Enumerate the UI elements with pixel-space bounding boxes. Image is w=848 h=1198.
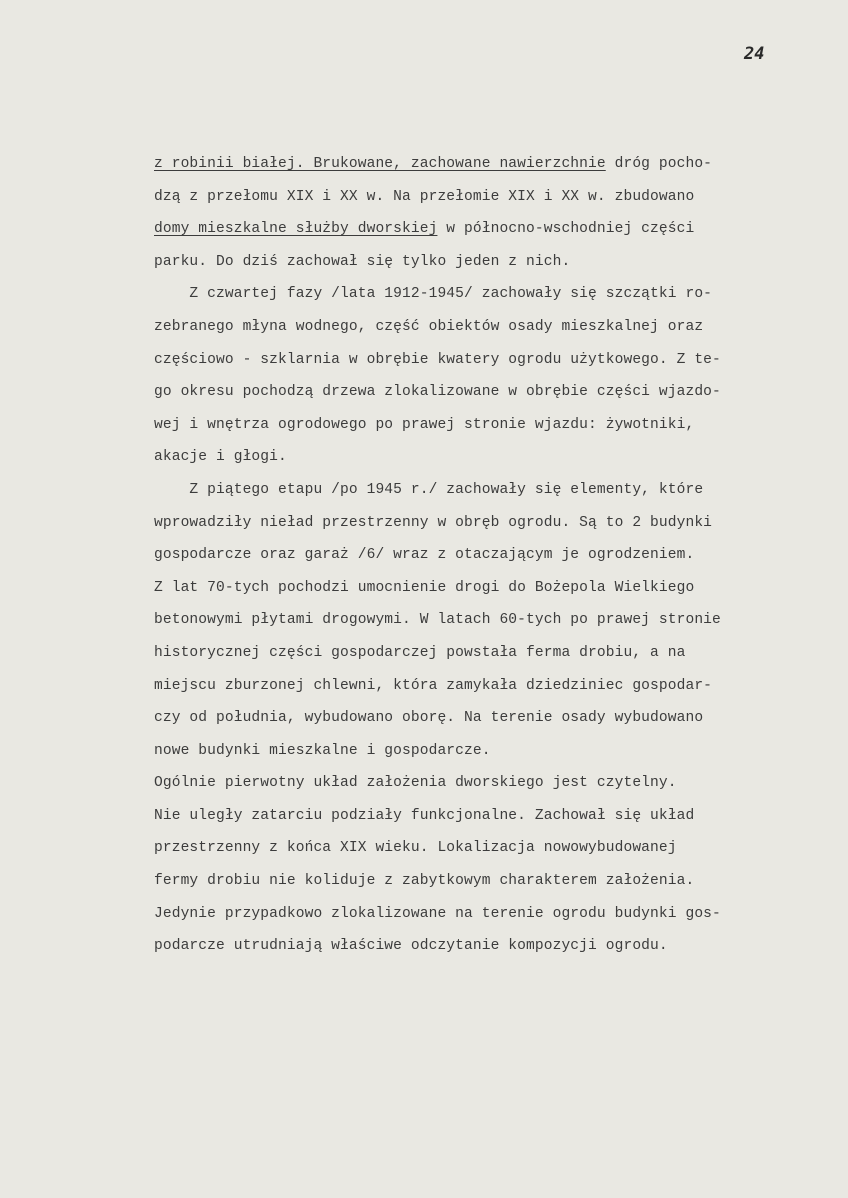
- text-segment: czy od południa, wybudowano oborę. Na terenie osady wybudowano: [154, 710, 704, 727]
- underlined-text: domy mieszkalne służby dworskiej: [154, 221, 438, 238]
- text-segment: Z czwartej fazy /lata 1912-1945/ zachowały się szczątki ro-: [154, 286, 713, 303]
- text-segment: częściowo - szklarnia w obrębie kwatery ogrodu użytkowego. Z te-: [154, 351, 721, 368]
- text-line: [154, 409, 814, 442]
- text-segment: fermy drobiu nie koliduje z zabytkowym charakterem założenia.: [154, 873, 695, 890]
- text-segment: parku. Do dziś zachował się tylko jeden z nich.: [154, 253, 571, 270]
- text-line: [154, 670, 814, 703]
- text-segment: przestrzenny z końca XIX wieku. Lokalizacja nowowybudowanej: [154, 840, 677, 857]
- text-segment: dzą z przełomu XIX i XX w. Na przełomie XIX i XX w. zbudowano: [154, 188, 695, 205]
- text-segment: podarcze utrudniają właściwe odczytanie kompozycji ogrodu.: [154, 938, 668, 955]
- text-line: [154, 213, 814, 246]
- text-segment: akacje i głogi.: [154, 449, 287, 466]
- text-line: [154, 474, 814, 507]
- text-line: [154, 376, 814, 409]
- text-segment: Ogólnie pierwotny układ założenia dworskiego jest czytelny.: [154, 775, 677, 792]
- text-line: [154, 278, 814, 311]
- text-segment: gospodarcze oraz garaż /6/ wraz z otaczającym je ogrodzeniem.: [154, 547, 695, 564]
- text-line: [154, 767, 814, 800]
- text-segment: Z lat 70-tych pochodzi umocnienie drogi do Bożepola Wielkiego: [154, 579, 695, 596]
- text-line: [154, 865, 814, 898]
- text-segment: Nie uległy zatarciu podziały funkcjonalne. Zachował się układ: [154, 807, 695, 824]
- underlined-text: z robinii białej. Brukowane, zachowane nawierzchnie: [154, 156, 606, 172]
- text-segment: zebranego młyna wodnego, część obiektów osady mieszkalnej oraz: [154, 318, 704, 335]
- text-line: [154, 702, 814, 735]
- text-line: [154, 637, 814, 670]
- text-line: [154, 507, 814, 540]
- text-line: [154, 181, 814, 214]
- text-line: [154, 735, 814, 768]
- text-line: [154, 441, 814, 474]
- text-line: [154, 898, 814, 931]
- text-line: [154, 572, 814, 605]
- text-segment: dróg pocho-: [605, 156, 713, 172]
- text-line: [154, 539, 814, 572]
- text-line: [154, 311, 814, 344]
- text-line: [154, 604, 814, 637]
- page-number: 24: [744, 44, 765, 64]
- text-segment: wprowadziły nieład przestrzenny w obręb ogrodu. Są to 2 budynki: [154, 514, 713, 531]
- text-line: [154, 832, 814, 865]
- text-segment: Jedynie przypadkowo zlokalizowane na terenie ogrodu budynki gos-: [154, 905, 721, 922]
- text-segment: wej i wnętrza ogrodowego po prawej stronie wjazdu: żywotniki,: [154, 416, 695, 433]
- text-segment: miejscu zburzonej chlewni, która zamykała dziedziniec gospodar-: [154, 677, 713, 694]
- text-line: [154, 930, 814, 963]
- text-segment: Z piątego etapu /po 1945 r./ zachowały się elementy, które: [154, 481, 704, 498]
- text-segment: betonowymi płytami drogowymi. W latach 60-tych po prawej stronie: [154, 612, 721, 629]
- text-line: [154, 344, 814, 377]
- text-segment: w północno-wschodniej części: [437, 221, 695, 238]
- text-line: [154, 246, 814, 279]
- text-segment: go okresu pochodzą drzewa zlokalizowane w obrębie części wjazdo-: [154, 384, 721, 401]
- text-segment: historycznej części gospodarczej powstała ferma drobiu, a na: [154, 644, 686, 661]
- text-segment: nowe budynki mieszkalne i gospodarcze.: [154, 742, 491, 759]
- text-line: [154, 148, 814, 181]
- text-line: [154, 800, 814, 833]
- typewritten-text: [154, 148, 814, 963]
